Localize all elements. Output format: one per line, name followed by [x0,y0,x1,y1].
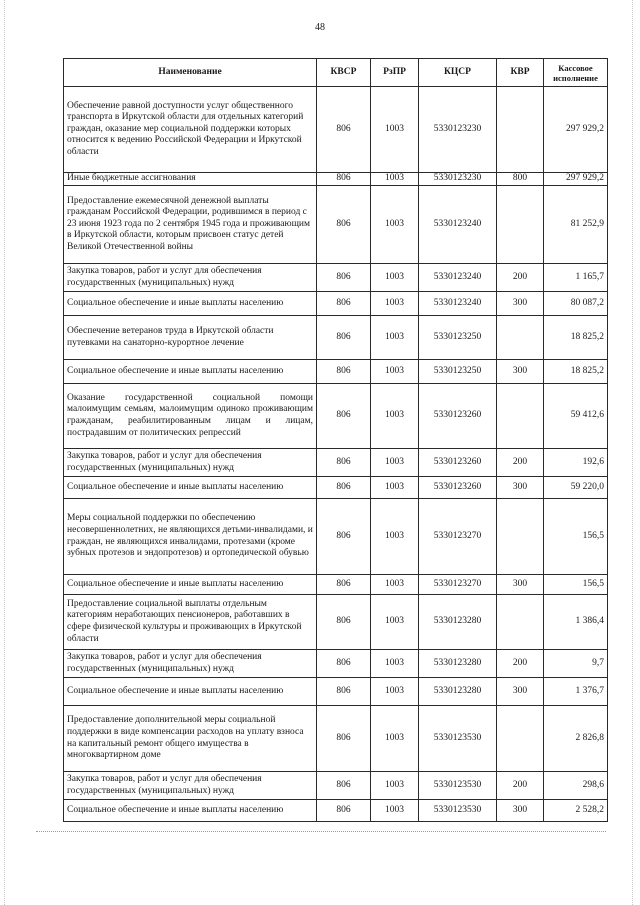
row-rzpr: 1003 [371,316,419,360]
row-kvsr: 806 [317,292,371,316]
header-name: Наименование [64,59,317,87]
row-kvsr: 806 [317,449,371,477]
header-kcsr: КЦСР [419,59,497,87]
row-amount: 18 825,2 [544,316,608,360]
row-amount: 80 087,2 [544,292,608,316]
header-kvsr: КВСР [317,59,371,87]
table-row [64,186,608,264]
row-name: Предоставление ежемесячной денежной выплаты гражданам Российской Федерации, родившимся в период с 23 июня 1923 года по 2 сентября 1945 года и проживающим в Иркутской области, которым присвоен статус детей Великой Отечественной войны [64,186,317,264]
row-rzpr: 1003 [371,449,419,477]
row-rzpr: 1003 [371,678,419,706]
row-amount: 297 929,2 [544,87,608,173]
row-kvsr: 806 [317,706,371,772]
row-kvsr: 806 [317,264,371,292]
row-rzpr: 1003 [371,292,419,316]
row-kvr: 200 [497,650,544,678]
row-kvr [497,316,544,360]
header-rzpr: РзПР [371,59,419,87]
row-amount: 2 826,8 [544,706,608,772]
row-kvr [497,384,544,449]
row-kcsr: 5330123280 [419,678,497,706]
scan-edge-left [4,0,5,905]
row-kvsr: 806 [317,477,371,499]
row-kcsr: 5330123250 [419,316,497,360]
row-name: Оказание государственной социальной помощи малоимущим семьям, малоимущим одиноко проживающим гражданам, реабилитированным лицам и лицам, пострадавшим от политических репрессий [64,384,317,449]
table-row [64,87,608,173]
row-rzpr: 1003 [371,650,419,678]
row-rzpr: 1003 [371,384,419,449]
table-row [64,264,608,292]
row-kcsr: 5330123270 [419,499,497,575]
row-kvsr: 806 [317,384,371,449]
row-rzpr: 1003 [371,360,419,384]
table-row [64,292,608,316]
header-amount: Кассовое исполнение [544,59,608,87]
page-number: 48 [315,22,325,33]
row-rzpr: 1003 [371,595,419,650]
row-kvr: 300 [497,678,544,706]
row-kvsr: 806 [317,87,371,173]
row-rzpr: 1003 [371,499,419,575]
row-kvr: 200 [497,264,544,292]
table-row [64,316,608,360]
row-amount: 297 929,2 [544,173,608,186]
row-kcsr: 5330123240 [419,186,497,264]
row-amount: 1 165,7 [544,264,608,292]
budget-table [63,58,608,822]
table-row [64,384,608,449]
row-name: Закупка товаров, работ и услуг для обеспечения государственных (муниципальных) нужд [64,772,317,800]
row-name: Закупка товаров, работ и услуг для обеспечения государственных (муниципальных) нужд [64,650,317,678]
row-kcsr: 5330123270 [419,575,497,595]
row-name: Закупка товаров, работ и услуг для обеспечения государственных (муниципальных) нужд [64,264,317,292]
row-kvr: 300 [497,800,544,822]
row-kvsr: 806 [317,575,371,595]
row-kcsr: 5330123280 [419,650,497,678]
row-kcsr: 5330123530 [419,706,497,772]
table-row [64,360,608,384]
row-rzpr: 1003 [371,477,419,499]
scan-edge-right [632,0,633,905]
table-row [64,173,608,186]
row-name: Социальное обеспечение и иные выплаты населению [64,292,317,316]
table-row [64,800,608,822]
row-name: Меры социальной поддержки по обеспечению несовершеннолетних, не являющихся детьми-инвалидами, и граждан, не являющихся инвалидами, протезами (кроме зубных протезов и эндопротезов) и ортопедической обувью [64,499,317,575]
row-rzpr: 1003 [371,87,419,173]
row-kvsr: 806 [317,678,371,706]
row-kvr [497,87,544,173]
row-kcsr: 5330123530 [419,800,497,822]
row-name: Иные бюджетные ассигнования [64,173,317,186]
row-kcsr: 5330123280 [419,595,497,650]
table-row [64,678,608,706]
row-rzpr: 1003 [371,575,419,595]
row-amount: 2 528,2 [544,800,608,822]
row-kcsr: 5330123240 [419,264,497,292]
row-kvr: 200 [497,449,544,477]
row-kvr: 800 [497,173,544,186]
row-name: Социальное обеспечение и иные выплаты населению [64,678,317,706]
row-kvsr: 806 [317,173,371,186]
row-name: Обеспечение равной доступности услуг общественного транспорта в Иркутской области для отдельных категорий граждан, оказание мер социальной поддержки которых относится к ведению Российской Федерации и Иркутской области [64,87,317,173]
row-amount: 1 376,7 [544,678,608,706]
table-row [64,449,608,477]
table-row [64,772,608,800]
row-kvsr: 806 [317,800,371,822]
row-kcsr: 5330123260 [419,477,497,499]
row-kvr: 200 [497,772,544,800]
row-kvr: 300 [497,292,544,316]
row-rzpr: 1003 [371,706,419,772]
table-row [64,706,608,772]
row-kvr [497,186,544,264]
row-kvr: 300 [497,360,544,384]
scan-artifact-line [36,831,606,832]
row-name: Предоставление социальной выплаты отдельным категориям неработающих пенсионеров, работавших в сфере физической культуры и проживающих в Иркутской области [64,595,317,650]
table-row [64,650,608,678]
row-name: Закупка товаров, работ и услуг для обеспечения государственных (муниципальных) нужд [64,449,317,477]
row-amount: 156,5 [544,499,608,575]
row-kvr [497,595,544,650]
row-amount: 298,6 [544,772,608,800]
row-amount: 192,6 [544,449,608,477]
row-rzpr: 1003 [371,186,419,264]
row-kvsr: 806 [317,186,371,264]
table-row [64,595,608,650]
table-row [64,575,608,595]
header-kvr: КВР [497,59,544,87]
row-kvr: 300 [497,575,544,595]
row-amount: 59 412,6 [544,384,608,449]
row-name: Социальное обеспечение и иные выплаты населению [64,575,317,595]
row-name: Социальное обеспечение и иные выплаты населению [64,360,317,384]
row-amount: 81 252,9 [544,186,608,264]
table-header-row [64,59,608,87]
row-rzpr: 1003 [371,173,419,186]
row-amount: 59 220,0 [544,477,608,499]
row-name: Социальное обеспечение и иные выплаты населению [64,800,317,822]
row-kvsr: 806 [317,360,371,384]
row-amount: 18 825,2 [544,360,608,384]
row-kcsr: 5330123530 [419,772,497,800]
row-kcsr: 5330123240 [419,292,497,316]
row-rzpr: 1003 [371,772,419,800]
row-rzpr: 1003 [371,264,419,292]
row-name: Социальное обеспечение и иные выплаты населению [64,477,317,499]
row-kvsr: 806 [317,595,371,650]
row-name: Обеспечение ветеранов труда в Иркутской области путевками на санаторно-курортное лечение [64,316,317,360]
row-kcsr: 5330123250 [419,360,497,384]
row-kvsr: 806 [317,772,371,800]
row-kvr [497,499,544,575]
row-name: Предоставление дополнительной меры социальной поддержки в виде компенсации расходов на уплату взноса на капитальный ремонт общего имущества в многоквартирном доме [64,706,317,772]
row-kvr [497,706,544,772]
table-row [64,477,608,499]
row-kvr: 300 [497,477,544,499]
row-kcsr: 5330123230 [419,173,497,186]
row-kvsr: 806 [317,650,371,678]
table-row [64,499,608,575]
row-kcsr: 5330123260 [419,384,497,449]
row-amount: 1 386,4 [544,595,608,650]
row-rzpr: 1003 [371,800,419,822]
row-kvsr: 806 [317,316,371,360]
row-kcsr: 5330123230 [419,87,497,173]
row-amount: 156,5 [544,575,608,595]
row-kcsr: 5330123260 [419,449,497,477]
row-amount: 9,7 [544,650,608,678]
row-kvsr: 806 [317,499,371,575]
